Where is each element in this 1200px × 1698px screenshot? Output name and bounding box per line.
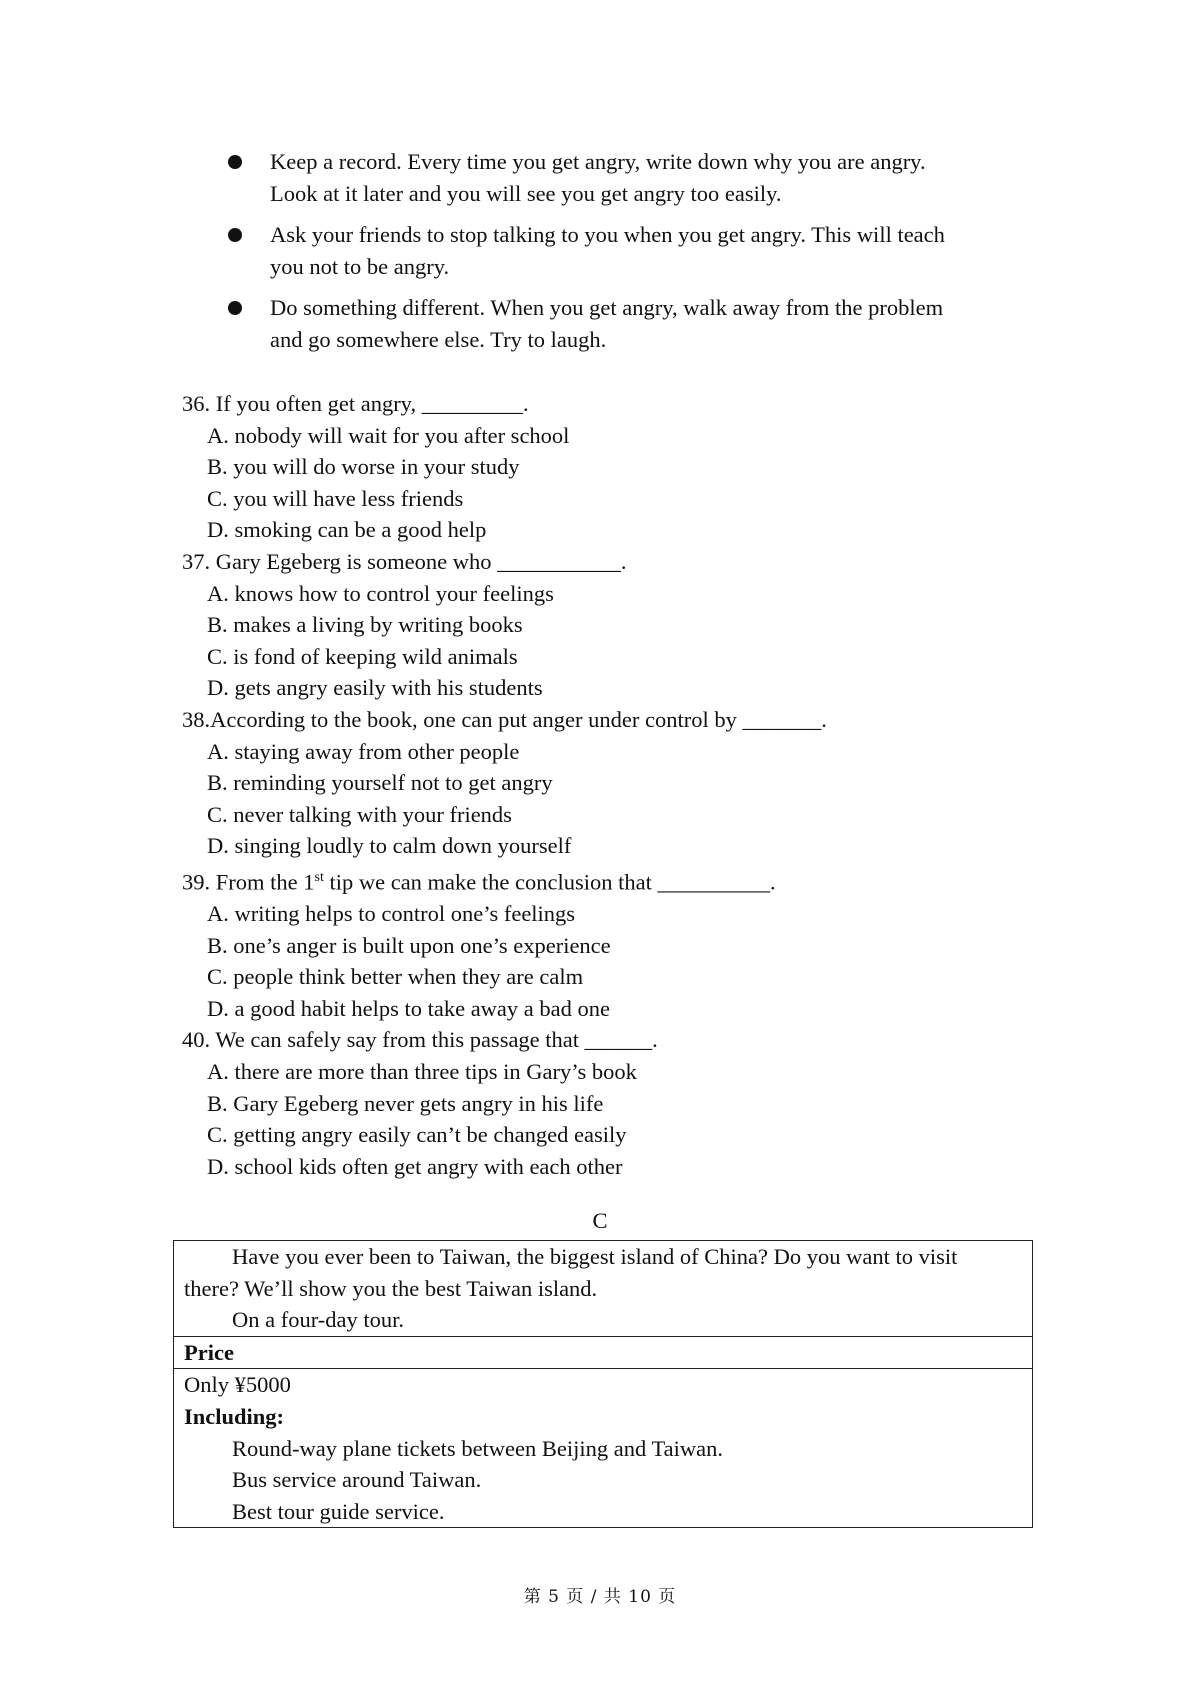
tip-item xyxy=(222,219,1032,283)
option-b: B. Gary Egeberg never gets angry in his life xyxy=(207,1090,604,1116)
question-36 xyxy=(182,388,1082,546)
option-a: A. there are more than three tips in Gary’s book xyxy=(207,1058,637,1084)
tip-line: you not to be angry. xyxy=(270,254,450,279)
option-a: A. knows how to control your feelings xyxy=(207,580,554,606)
option-c: C. people think better when they are calm xyxy=(207,964,584,990)
question-stem: 37. Gary Egeberg is someone who ___________. xyxy=(182,548,627,574)
option-d: D. a good habit helps to take away a bad one xyxy=(207,995,611,1021)
tips-list xyxy=(222,146,1032,365)
including-item: Round-way plane tickets between Beijing and Taiwan. xyxy=(232,1435,724,1461)
tip-line: Look at it later and you will see you get angry too easily. xyxy=(270,181,782,206)
page-footer: 第 5 页 / 共 10 页 xyxy=(523,1587,677,1607)
option-b: B. one’s anger is built upon one’s experience xyxy=(207,932,611,958)
question-stem: 40. We can safely say from this passage that ______. xyxy=(182,1027,658,1053)
bullet-icon xyxy=(228,228,242,242)
answer-blank: _______ xyxy=(742,706,822,732)
answer-blank: ___________ xyxy=(497,548,621,574)
questions-list xyxy=(182,388,1082,1182)
answer-blank: __________ xyxy=(657,869,770,895)
tip-line: and go somewhere else. Try to laugh. xyxy=(270,327,607,352)
option-c: C. is fond of keeping wild animals xyxy=(207,643,518,669)
including-heading: Including: xyxy=(184,1403,285,1429)
question-37 xyxy=(182,546,1082,704)
tour-ad-box xyxy=(173,1240,1033,1528)
option-d: D. singing loudly to calm down yourself xyxy=(207,833,572,859)
option-a: A. nobody will wait for you after school xyxy=(207,422,570,448)
price-value: Only ¥5000 xyxy=(184,1372,291,1398)
answer-blank: ______ xyxy=(584,1027,653,1053)
answer-blank: _________ xyxy=(421,391,523,416)
ad-intro xyxy=(174,1241,1032,1337)
question-stem: 39. From the 1st tip we can make the conclusion that __________. xyxy=(182,869,776,895)
including-item: Bus service around Taiwan. xyxy=(232,1467,482,1493)
option-d: D. smoking can be a good help xyxy=(207,517,487,543)
option-c: C. getting angry easily can’t be changed easily xyxy=(207,1122,627,1148)
tip-line: Do something different. When you get angry, walk away from the problem xyxy=(270,295,944,320)
option-a: A. writing helps to control one’s feelings xyxy=(207,901,576,926)
price-heading: Price xyxy=(174,1337,1032,1370)
intro-line: On a four-day tour. xyxy=(232,1307,405,1333)
bullet-icon xyxy=(228,301,242,315)
ad-details xyxy=(174,1369,1032,1527)
question-39 xyxy=(182,862,1082,1024)
option-a: A. staying away from other people xyxy=(207,738,520,764)
option-c: C. you will have less friends xyxy=(207,485,464,511)
option-c: C. never talking with your friends xyxy=(207,801,512,827)
including-item: Best tour guide service. xyxy=(232,1498,445,1524)
tip-item xyxy=(222,292,1032,356)
option-d: D. gets angry easily with his students xyxy=(207,675,543,701)
option-b: B. reminding yourself not to get angry xyxy=(207,770,553,796)
option-b: B. you will do worse in your study xyxy=(207,454,520,480)
question-stem: 38.According to the book, one can put anger under control by _______. xyxy=(182,706,827,732)
intro-line: Have you ever been to Taiwan, the biggest island of China? Do you want to visit xyxy=(232,1244,958,1269)
tip-line: Keep a record. Every time you get angry, write down why you are angry. xyxy=(270,149,926,174)
option-b: B. makes a living by writing books xyxy=(207,612,523,638)
section-label: C xyxy=(592,1208,608,1233)
bullet-icon xyxy=(228,155,242,169)
tip-line: Ask your friends to stop talking to you when you get angry. This will teach xyxy=(270,222,945,247)
question-38 xyxy=(182,704,1082,862)
question-40 xyxy=(182,1024,1082,1182)
tip-item xyxy=(222,146,1032,210)
question-stem: 36. If you often get angry, _________. xyxy=(182,391,529,416)
intro-line: there? We’ll show you the best Taiwan island. xyxy=(184,1275,598,1301)
option-d: D. school kids often get angry with each other xyxy=(207,1153,623,1179)
